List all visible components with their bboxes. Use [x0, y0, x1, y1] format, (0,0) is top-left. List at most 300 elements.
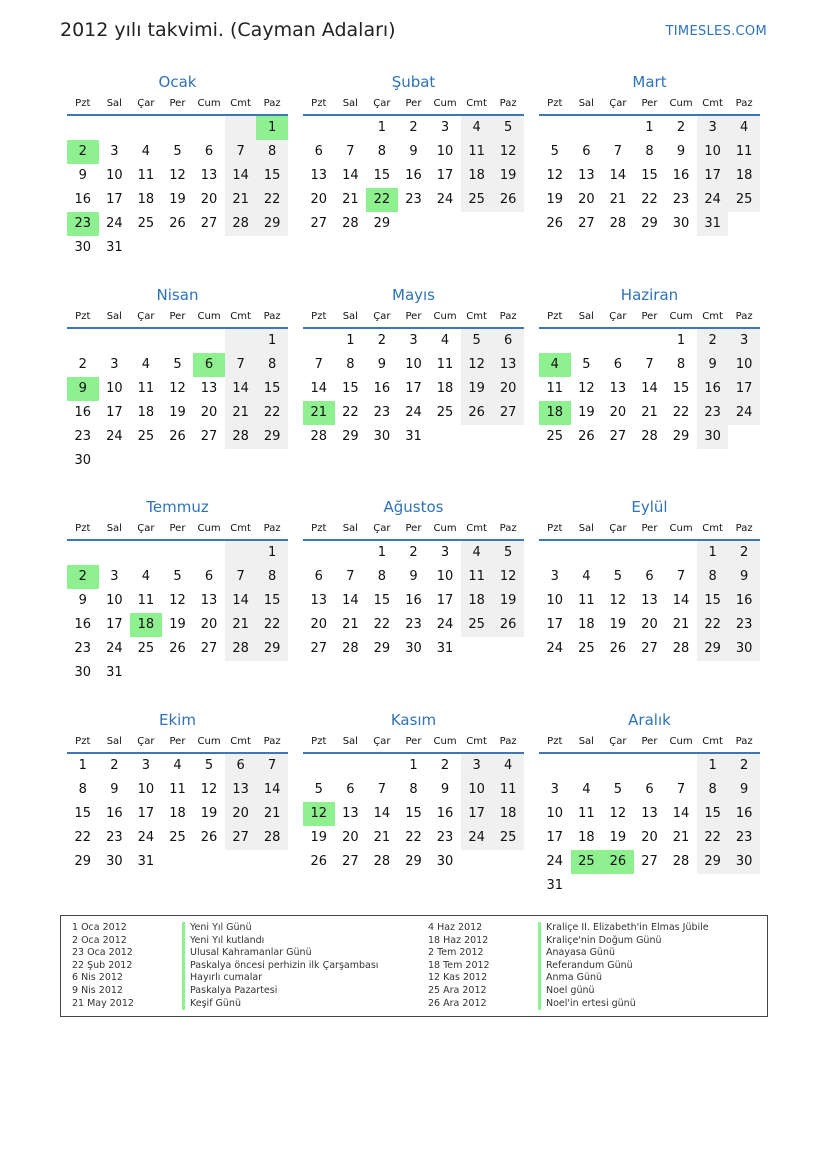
- legend-date: 23 Oca 2012: [72, 947, 133, 959]
- empty-day-cell: [366, 754, 398, 778]
- day-cell: 8: [676, 357, 686, 372]
- legend-holiday-name: Referandum Günü: [538, 960, 709, 973]
- day-cell: 8: [697, 565, 729, 589]
- day-cell: 7: [225, 565, 257, 589]
- day-cell: 31: [106, 240, 123, 255]
- day-cell: 19: [546, 192, 564, 207]
- weekday-label: Cum: [433, 98, 457, 109]
- day-cell: 30: [74, 240, 92, 255]
- day-cell: 7: [256, 754, 288, 778]
- day-cell: 19: [609, 617, 627, 632]
- day-cell: 3: [697, 116, 729, 140]
- day-cell: 2: [377, 333, 387, 348]
- day-cell: 25: [461, 188, 493, 212]
- day-cell: 12: [169, 168, 186, 183]
- day-cell: 1: [256, 541, 288, 565]
- day-cell: 5: [204, 758, 214, 773]
- weekday-label: Paz: [499, 311, 517, 322]
- weekday-label: Per: [405, 98, 422, 109]
- day-cell: 27: [578, 216, 595, 231]
- weekday-label: Sal: [106, 736, 122, 747]
- weekday-label: Pzt: [75, 311, 91, 322]
- legend-holiday-name: Yeni Yıl Günü: [182, 922, 378, 935]
- weekday-header: [539, 94, 760, 116]
- day-cell: 24: [137, 830, 155, 845]
- day-cell: 5: [173, 144, 182, 159]
- day-cell: 17: [728, 377, 760, 401]
- day-cell: 25: [436, 405, 454, 420]
- day-cell: 7: [314, 357, 323, 372]
- day-cell: 18: [578, 830, 595, 845]
- weekday-label: Cmt: [230, 523, 251, 534]
- day-cell: 1: [697, 541, 729, 565]
- day-cell: 6: [645, 569, 654, 584]
- month-11: [539, 708, 760, 898]
- day-cell: 17: [546, 830, 564, 845]
- day-cell: 24: [697, 188, 729, 212]
- weekday-label: Çar: [137, 523, 155, 534]
- day-cell: 27: [641, 854, 658, 869]
- empty-day-cell: [303, 754, 335, 778]
- legend-date: 22 Şub 2012: [72, 959, 133, 971]
- day-cell: 14: [225, 589, 257, 613]
- day-cell: 15: [74, 806, 92, 821]
- day-cell: 23: [697, 401, 729, 425]
- month-6: [67, 495, 288, 685]
- day-cell: 18: [169, 806, 186, 821]
- day-grid: [67, 541, 288, 685]
- weekday-header: [539, 732, 760, 754]
- day-cell: 5: [492, 116, 524, 140]
- weekday-label: Sal: [106, 98, 122, 109]
- day-cell: 18: [461, 589, 493, 613]
- day-cell: 2: [440, 758, 450, 773]
- empty-day-cell: [539, 116, 571, 140]
- day-cell: 12: [492, 140, 524, 164]
- day-cell: 14: [256, 778, 288, 802]
- weekday-label: Per: [405, 736, 422, 747]
- weekday-label: Per: [641, 98, 658, 109]
- weekday-label: Paz: [735, 736, 753, 747]
- day-cell: 29: [697, 637, 729, 661]
- weekday-label: Cum: [433, 736, 457, 747]
- holiday-day-cell: 9: [67, 377, 99, 401]
- day-cell: 14: [672, 593, 690, 608]
- day-cell: 18: [728, 164, 760, 188]
- day-cell: 22: [405, 830, 422, 845]
- day-grid: [303, 329, 524, 449]
- day-cell: 24: [436, 617, 454, 632]
- day-cell: 21: [672, 830, 690, 845]
- weekday-label: Pzt: [75, 523, 91, 534]
- day-cell: 26: [609, 641, 627, 656]
- day-cell: 19: [169, 192, 186, 207]
- weekday-label: Paz: [263, 523, 281, 534]
- day-cell: 21: [225, 401, 257, 425]
- empty-day-cell: [571, 329, 603, 353]
- day-cell: 20: [310, 192, 328, 207]
- weekday-header: [67, 307, 288, 329]
- empty-day-cell: [303, 116, 335, 140]
- month-3: [67, 283, 288, 473]
- day-cell: 8: [697, 778, 729, 802]
- weekday-header: [303, 519, 524, 541]
- weekday-label: Paz: [735, 98, 753, 109]
- legend-date: 2 Tem 2012: [428, 947, 484, 959]
- day-cell: 11: [578, 806, 595, 821]
- day-cell: 28: [342, 641, 359, 656]
- day-cell: 16: [405, 168, 422, 183]
- holiday-day-cell: 22: [366, 188, 398, 212]
- day-cell: 31: [106, 665, 123, 680]
- day-cell: 13: [492, 353, 524, 377]
- weekday-label: Sal: [578, 523, 594, 534]
- day-cell: 18: [492, 802, 524, 826]
- day-cell: 12: [200, 782, 218, 797]
- day-cell: 1: [697, 754, 729, 778]
- day-cell: 30: [436, 854, 454, 869]
- day-cell: 26: [492, 613, 524, 637]
- day-cell: 6: [225, 754, 257, 778]
- weekday-label: Cum: [669, 311, 693, 322]
- day-cell: 28: [672, 641, 690, 656]
- day-cell: 11: [137, 381, 155, 396]
- day-cell: 12: [609, 593, 627, 608]
- brand-logo[interactable]: TIMESLES.COM: [665, 24, 767, 39]
- day-cell: 4: [461, 116, 493, 140]
- weekday-label: Çar: [373, 98, 391, 109]
- day-cell: 7: [645, 357, 654, 372]
- holiday-day-cell: 1: [256, 116, 288, 140]
- day-cell: 11: [461, 140, 493, 164]
- day-cell: 10: [461, 778, 493, 802]
- day-cell: 4: [440, 333, 450, 348]
- weekday-label: Cmt: [466, 523, 487, 534]
- day-cell: 20: [225, 802, 257, 826]
- day-cell: 24: [106, 429, 123, 444]
- day-cell: 2: [78, 357, 87, 372]
- weekday-label: Per: [641, 311, 658, 322]
- day-cell: 15: [697, 589, 729, 613]
- day-cell: 25: [492, 826, 524, 850]
- empty-day-cell: [539, 754, 571, 778]
- weekday-label: Sal: [106, 523, 122, 534]
- day-cell: 6: [204, 144, 214, 159]
- day-cell: 14: [342, 593, 359, 608]
- day-cell: 24: [106, 641, 123, 656]
- weekday-label: Cum: [197, 736, 221, 747]
- legend-holiday-name: Paskalya Pazartesi: [182, 985, 378, 998]
- empty-day-cell: [193, 541, 225, 565]
- day-cell: 9: [377, 357, 387, 372]
- day-cell: 14: [225, 377, 257, 401]
- empty-day-cell: [571, 541, 603, 565]
- day-cell: 10: [436, 144, 454, 159]
- day-cell: 8: [645, 144, 654, 159]
- holiday-day-cell: 2: [67, 565, 99, 589]
- day-cell: 3: [440, 120, 450, 135]
- day-cell: 8: [409, 782, 418, 797]
- weekday-header: [67, 519, 288, 541]
- day-cell: 17: [405, 381, 422, 396]
- day-cell: 8: [346, 357, 355, 372]
- day-cell: 6: [346, 782, 355, 797]
- weekday-label: Cmt: [466, 98, 487, 109]
- day-grid: [303, 754, 524, 874]
- day-cell: 2: [676, 120, 686, 135]
- day-cell: 29: [256, 212, 288, 236]
- day-cell: 15: [672, 381, 690, 396]
- day-cell: 7: [377, 782, 387, 797]
- holiday-day-cell: 18: [130, 613, 162, 637]
- day-cell: 14: [310, 381, 328, 396]
- weekday-label: Per: [169, 98, 186, 109]
- day-cell: 18: [137, 192, 155, 207]
- day-cell: 17: [106, 617, 123, 632]
- empty-day-cell: [602, 116, 634, 140]
- day-cell: 13: [200, 381, 218, 396]
- empty-day-cell: [130, 541, 162, 565]
- day-cell: 13: [200, 593, 218, 608]
- weekday-label: Paz: [499, 736, 517, 747]
- day-cell: 7: [225, 140, 257, 164]
- day-cell: 23: [74, 641, 92, 656]
- day-cell: 25: [137, 641, 155, 656]
- empty-day-cell: [162, 541, 194, 565]
- day-cell: 22: [74, 830, 92, 845]
- day-cell: 26: [310, 854, 328, 869]
- day-cell: 25: [546, 429, 564, 444]
- legend-holiday-name: Anayasa Günü: [538, 947, 709, 960]
- day-cell: 29: [256, 425, 288, 449]
- day-cell: 8: [256, 140, 288, 164]
- day-cell: 1: [377, 545, 387, 560]
- day-cell: 20: [641, 830, 658, 845]
- day-cell: 1: [377, 120, 387, 135]
- day-cell: 10: [137, 782, 155, 797]
- day-cell: 11: [137, 168, 155, 183]
- day-cell: 13: [310, 593, 328, 608]
- weekday-label: Pzt: [311, 311, 327, 322]
- legend-names-right: [538, 922, 709, 1010]
- day-cell: 11: [546, 381, 564, 396]
- day-cell: 29: [342, 429, 359, 444]
- day-cell: 19: [169, 405, 186, 420]
- weekday-label: Cum: [669, 523, 693, 534]
- day-cell: 16: [436, 806, 454, 821]
- day-cell: 27: [310, 641, 328, 656]
- empty-day-cell: [602, 541, 634, 565]
- weekday-label: Paz: [263, 98, 281, 109]
- day-cell: 12: [578, 381, 595, 396]
- day-cell: 25: [578, 641, 595, 656]
- day-cell: 30: [697, 425, 729, 449]
- day-cell: 27: [609, 429, 627, 444]
- day-cell: 6: [314, 569, 323, 584]
- day-cell: 15: [641, 168, 658, 183]
- day-cell: 20: [310, 617, 328, 632]
- month-name: Kasım: [390, 711, 437, 729]
- day-cell: 9: [440, 782, 450, 797]
- day-cell: 27: [200, 216, 218, 231]
- legend-holiday-name: Anma Günü: [538, 972, 709, 985]
- weekday-label: Sal: [342, 523, 358, 534]
- day-cell: 26: [492, 188, 524, 212]
- weekday-label: Per: [641, 523, 658, 534]
- month-name: Ocak: [158, 73, 197, 91]
- day-cell: 16: [74, 617, 92, 632]
- weekday-label: Cmt: [230, 98, 251, 109]
- legend-date: 18 Haz 2012: [428, 934, 489, 946]
- month-name: Temmuz: [146, 498, 209, 516]
- day-cell: 17: [106, 192, 123, 207]
- day-cell: 30: [672, 216, 690, 231]
- day-cell: 10: [546, 593, 564, 608]
- day-cell: 21: [342, 617, 359, 632]
- weekday-label: Pzt: [547, 98, 563, 109]
- weekday-label: Sal: [342, 311, 358, 322]
- day-cell: 10: [106, 593, 123, 608]
- day-cell: 3: [141, 758, 151, 773]
- day-cell: 28: [641, 429, 658, 444]
- day-cell: 30: [106, 854, 123, 869]
- day-cell: 6: [645, 782, 654, 797]
- day-grid: [539, 541, 760, 661]
- day-cell: 22: [256, 188, 288, 212]
- day-cell: 27: [225, 826, 257, 850]
- empty-day-cell: [539, 541, 571, 565]
- month-1: [303, 70, 524, 236]
- weekday-label: Cmt: [466, 736, 487, 747]
- day-cell: 7: [346, 569, 355, 584]
- day-cell: 26: [578, 429, 595, 444]
- day-cell: 17: [546, 617, 564, 632]
- empty-day-cell: [193, 116, 225, 140]
- empty-day-cell: [335, 541, 367, 565]
- day-cell: 26: [200, 830, 218, 845]
- day-cell: 1: [346, 333, 355, 348]
- legend-holiday-name: Kraliçe'nin Doğum Günü: [538, 935, 709, 948]
- day-cell: 18: [461, 164, 493, 188]
- day-cell: 28: [373, 854, 391, 869]
- day-cell: 5: [314, 782, 323, 797]
- day-cell: 10: [697, 140, 729, 164]
- day-cell: 23: [436, 830, 454, 845]
- weekday-header: [67, 94, 288, 116]
- legend-holiday-name: Paskalya öncesi perhizin ilk Çarşambası: [182, 960, 378, 973]
- legend-date: 26 Ara 2012: [428, 997, 487, 1009]
- day-cell: 5: [582, 357, 591, 372]
- day-grid: [539, 754, 760, 898]
- empty-day-cell: [225, 541, 257, 565]
- empty-day-cell: [634, 329, 666, 353]
- weekday-label: Pzt: [75, 98, 91, 109]
- day-cell: 20: [200, 405, 218, 420]
- day-cell: 24: [436, 192, 454, 207]
- day-grid: [67, 754, 288, 874]
- day-cell: 20: [609, 405, 627, 420]
- holiday-day-cell: 25: [571, 850, 603, 874]
- day-cell: 13: [578, 168, 595, 183]
- day-cell: 28: [225, 212, 257, 236]
- weekday-label: Cmt: [702, 736, 723, 747]
- day-cell: 6: [204, 569, 214, 584]
- weekday-label: Sal: [578, 98, 594, 109]
- day-cell: 13: [342, 806, 359, 821]
- empty-day-cell: [225, 116, 257, 140]
- legend-holiday-name: Keşif Günü: [182, 998, 378, 1011]
- weekday-label: Çar: [373, 736, 391, 747]
- day-cell: 17: [106, 405, 123, 420]
- day-cell: 5: [173, 357, 182, 372]
- day-cell: 9: [409, 569, 418, 584]
- day-cell: 16: [672, 168, 690, 183]
- legend-holiday-name: Noel'in ertesi günü: [538, 998, 709, 1011]
- empty-day-cell: [225, 329, 257, 353]
- day-cell: 18: [137, 405, 155, 420]
- day-cell: 5: [492, 541, 524, 565]
- day-cell: 24: [405, 405, 422, 420]
- month-name: Nisan: [156, 286, 199, 304]
- day-cell: 1: [78, 758, 87, 773]
- day-cell: 28: [342, 216, 359, 231]
- weekday-label: Sal: [342, 736, 358, 747]
- weekday-label: Cmt: [466, 311, 487, 322]
- day-cell: 20: [492, 377, 524, 401]
- day-cell: 23: [373, 405, 391, 420]
- day-cell: 10: [436, 569, 454, 584]
- day-cell: 26: [169, 429, 186, 444]
- holiday-day-cell: 21: [303, 401, 335, 425]
- day-cell: 24: [546, 641, 564, 656]
- weekday-label: Paz: [499, 523, 517, 534]
- day-cell: 3: [110, 357, 119, 372]
- day-cell: 16: [106, 806, 123, 821]
- legend-dates-left: [72, 922, 134, 1010]
- day-cell: 13: [200, 168, 218, 183]
- day-cell: 11: [436, 357, 454, 372]
- page-title: 2012 yılı takvimi. (Cayman Adaları): [60, 19, 396, 41]
- day-cell: 8: [377, 569, 387, 584]
- day-cell: 9: [676, 144, 686, 159]
- weekday-label: Paz: [735, 311, 753, 322]
- month-name: Ekim: [159, 711, 196, 729]
- weekday-label: Pzt: [547, 311, 563, 322]
- empty-day-cell: [571, 116, 603, 140]
- day-cell: 5: [550, 144, 559, 159]
- empty-day-cell: [67, 541, 99, 565]
- day-cell: 12: [169, 593, 186, 608]
- day-cell: 17: [436, 593, 454, 608]
- day-cell: 21: [672, 617, 690, 632]
- day-cell: 24: [106, 216, 123, 231]
- day-cell: 6: [613, 357, 623, 372]
- day-cell: 30: [728, 637, 760, 661]
- month-name: Eylül: [631, 498, 668, 516]
- day-cell: 16: [74, 405, 92, 420]
- day-cell: 22: [373, 617, 391, 632]
- day-cell: 15: [405, 806, 422, 821]
- day-cell: 5: [613, 569, 623, 584]
- holiday-day-cell: 18: [539, 401, 571, 425]
- day-cell: 27: [492, 401, 524, 425]
- day-cell: 3: [461, 754, 493, 778]
- day-cell: 4: [141, 569, 151, 584]
- day-cell: 3: [110, 569, 119, 584]
- empty-day-cell: [602, 329, 634, 353]
- day-cell: 16: [373, 381, 391, 396]
- day-cell: 15: [256, 164, 288, 188]
